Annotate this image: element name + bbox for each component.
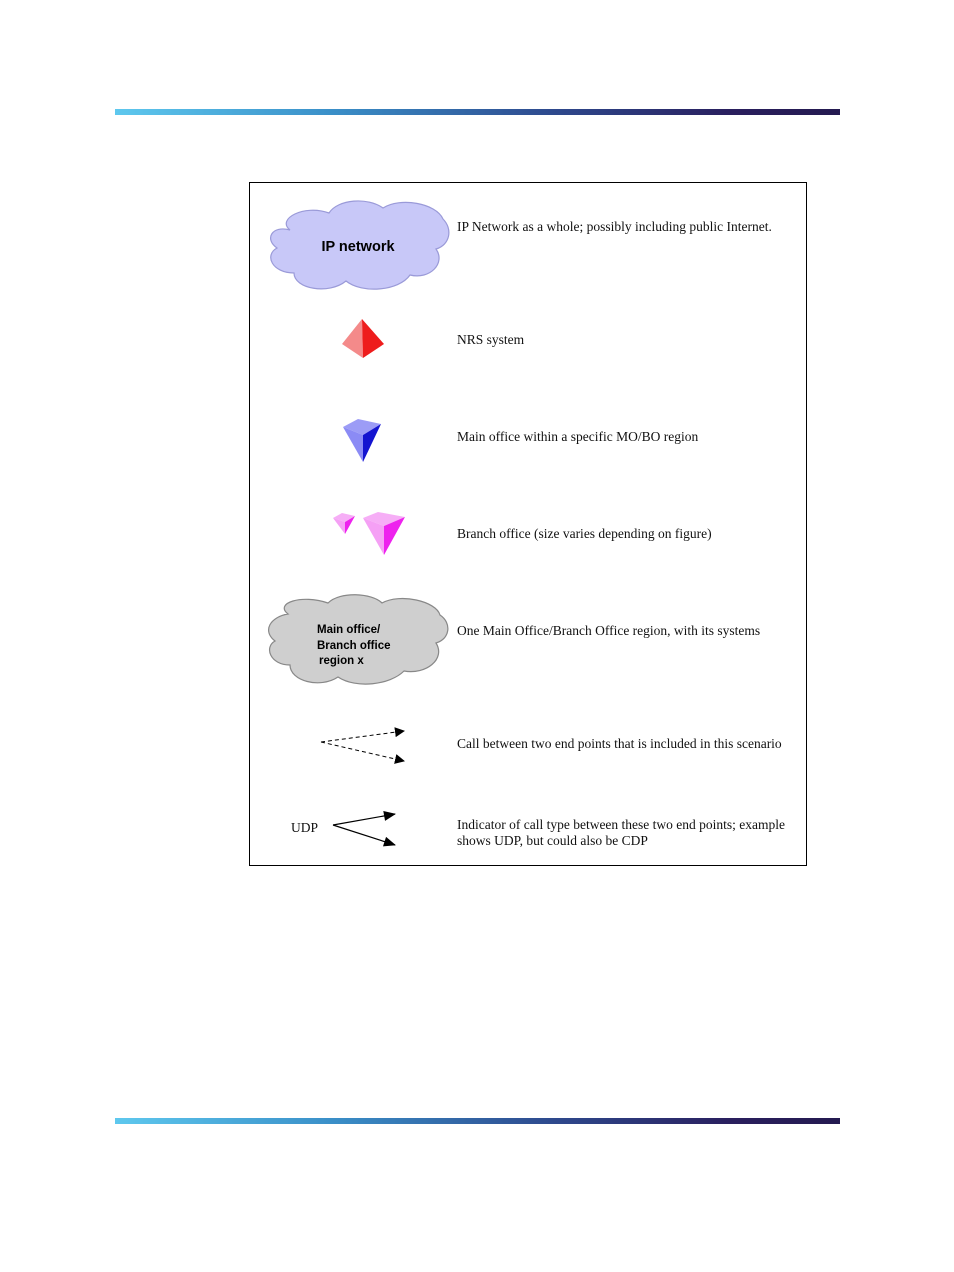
- footer-rule: [115, 1118, 840, 1124]
- legend-desc-region: One Main Office/Branch Office region, with its systems: [457, 623, 761, 638]
- branch-office-large-icon: [363, 512, 405, 555]
- region-label-line-2: Branch office: [317, 640, 391, 652]
- legend-box: [249, 182, 807, 866]
- call-type-indicator-icon: [291, 814, 395, 845]
- legend-desc-call-type: Indicator of call type between these two end points; example shows UDP, but could also be CDP: [457, 817, 786, 848]
- legend-desc-ip-network: IP Network as a whole; possibly including public Internet.: [457, 219, 772, 234]
- ip-network-cloud-icon: [271, 201, 449, 289]
- nrs-system-icon: [342, 319, 384, 358]
- ip-network-label: IP network: [321, 239, 395, 255]
- branch-office-small-icon: [333, 513, 355, 534]
- legend-desc-call: Call between two end points that is included in this scenario: [457, 736, 782, 751]
- region-cloud-icon: [269, 595, 448, 684]
- udp-label: UDP: [291, 820, 319, 835]
- legend-symbols: [250, 183, 806, 865]
- region-label-line-3: region x: [319, 655, 364, 667]
- legend-desc-main-office: Main office within a specific MO/BO region: [457, 429, 699, 444]
- call-arrows-icon: [321, 731, 404, 761]
- main-office-icon: [343, 419, 381, 462]
- region-label-line-1: Main office/: [317, 624, 381, 636]
- legend-desc-branch-office: Branch office (size varies depending on figure): [457, 526, 712, 541]
- header-rule: [115, 109, 840, 115]
- legend-desc-nrs-system: NRS system: [457, 332, 525, 347]
